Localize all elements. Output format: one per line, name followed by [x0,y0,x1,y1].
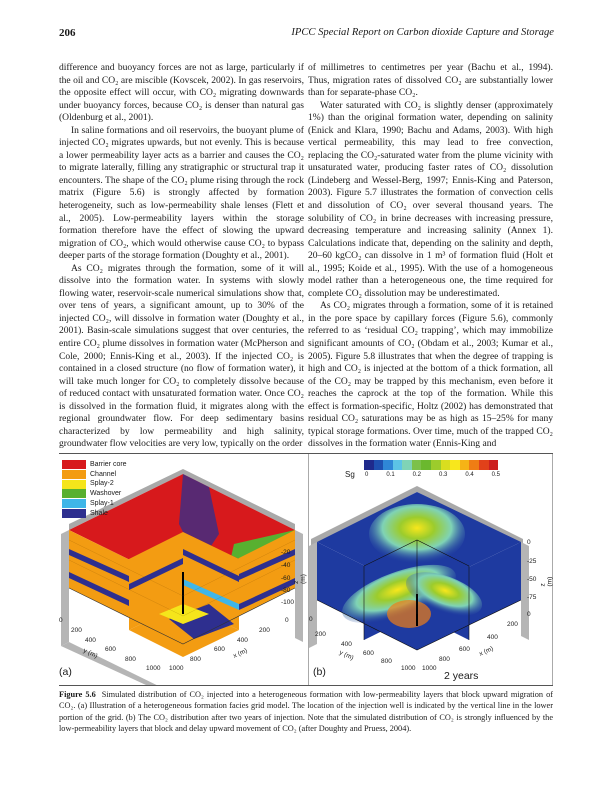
x-tick: 600 [214,646,225,653]
y-tick: 600 [105,646,116,653]
colorbar-tick: 0.3 [438,472,448,478]
legend-label: Shale [90,509,108,517]
x-tick: 1000 [422,665,437,672]
paragraph: Water saturated with CO₂ is slightly denser (approximately 1%) than the original formation water, depending on salinity (Enick and Klara, 1990; Bachu and Adams, 2003). With high vertical permeability, this may lead to free convection, replacing the CO₂-saturated water from the plume vicinity with unsaturated water, producing faster rates of CO₂ dissolution (Lindeberg and Wessel-Berg, 1997; Ennis-King and Paterson, 2003). Figure 5.7 illustrates the formation of convection cells and dissolution of CO₂ over several thousand years. The solubility of CO₂ in brine decreases with increasing pressure, decreasing temperature and increasing salinity (Annex 1). Calculations indicate that, depending on the salinity and depth, 20–60 kgCO₂ can dissolve in 1 m³ of formation fluid (Holt et al., 1995; Koide et al., 1995). With the use of a homogeneous model rather than a heterogeneous one, the time required for complete CO₂ dissolution may be underestimated. [308,99,553,299]
left-column [59,62,304,451]
running-title: IPCC Special Report on Carbon dioxide Capture and Storage [291,27,554,38]
z-axis-label: z (m) [292,574,307,584]
z-tick: -25 [527,558,537,565]
x-tick: 600 [459,646,470,653]
x-tick: 800 [439,656,450,663]
x-tick: 200 [259,627,270,634]
swatch-channel [62,470,86,479]
y-tick: 1000 [401,665,416,672]
z-tick: -100 [281,599,295,606]
panel-label-b: (b) [313,666,326,678]
z-tick: 0 [527,611,531,618]
legend-item [62,489,127,499]
x-tick: 800 [190,656,201,663]
y-tick: 800 [381,658,392,665]
swatch-shale [62,509,86,518]
paragraph: As CO₂ migrates through the formation, some of it will dissolve into the formation water. In systems with slowly flowing water, reservoir-scale numerical simulations show that, over tens of years, a significant amount, up to 30% of the injected CO₂, will dissolve in formation water (Doughty et al., 2001). Basin-scale simulations suggest that over centuries, the entire CO₂ plume dissolves in formation water (McPherson and Cole, 2000; Ennis-King et al., 2003). If the injected CO₂ is contained in a closed structure (no flow of formation water), it will take much longer for CO₂ to completely dissolve because of reduced contact with unsaturated formation water. Once CO₂ is dissolved in the formation fluid, it migrates along with the regional groundwater flow. For deep sedimentary basins characterized by low permeability and high salinity, groundwater flow velocities are very low, typically on the order [59,262,304,450]
legend-item [62,460,127,470]
paragraph: difference and buoyancy forces are not as large, particularly if the oil and CO₂ are miscible (Kovscek, 2002). In gas reservoirs, the opposite effect will occur, with CO₂ migrating downwards under buoyancy forces, because CO₂ is denser than natural gas (Oldenburg et al., 2001). [59,62,304,124]
colorbar-tick: 0.2 [412,472,421,478]
y-tick: 800 [125,656,136,663]
caption-text: Simulated distribution of CO₂ injected into a heterogeneous formation with low-permeability layers that block upward migration of CO₂. (a) Illustration of a heterogeneous formation facies grid model. The location of the injection well is indicated by the vertical line in the lower portion of the grid. (b) The CO₂ distribution after two years of injection. Note that the simulated distribution of CO₂ is strongly influenced by the low-permeability layers that block and delay upward movement of CO₂ (after Doughty and Pruess, 2004). [59,690,553,734]
colorbar-tick: 0.1 [386,472,395,478]
swatch-washover [62,489,86,498]
y-tick: 400 [341,641,352,648]
panel-a-facies-grid [59,454,307,685]
z-tick: -20 [281,549,291,556]
legend-item [62,499,127,509]
z-tick: -50 [527,576,537,583]
paragraph: As CO₂ migrates through a formation, some of it is retained in the pore space by capillary forces (Figure 5.6), commonly referred to as ‘residual CO₂ trapping’, which may immobilize significant amounts of CO₂ (Obdam et al., 2003; Kumar et al., 2005). Figure 5.8 illustrates that when the degree of trapping is high and CO₂ is injected at the bottom of a thick formation, all of the CO₂ may be trapped by this mechanism, even before it reaches the caprock at the top of the formation. While this effect is formation-specific, Holtz (2002) has demonstrated that residual CO₂ saturations may be as high as 15–25% for many typical storage formations. Over time, much of the trapped CO₂ dissolves in the formation water (Ennis-King and [308,300,553,450]
z-tick: -40 [281,562,291,569]
legend-item [62,509,127,519]
swatch-splay-1 [62,499,86,508]
legend-item [62,470,127,480]
y-tick: 200 [315,631,326,638]
colorbar-label: Sg [345,470,355,479]
x-axis-label: x (m) [478,645,495,658]
figure-caption [59,689,553,735]
caption-label: Figure 5.6 [59,690,96,699]
z-tick: -80 [281,587,291,594]
y-axis-label: y (m) [82,647,99,660]
legend-label: Channel [90,470,117,478]
y-axis-label: y (m) [338,649,355,662]
legend-label: Splay-1 [90,499,114,507]
y-tick: 1000 [146,665,161,672]
swatch-barrier-core [62,460,86,469]
legend-label: Washover [90,490,122,498]
x-axis-label: x (m) [232,647,249,660]
right-column [308,62,553,451]
z-axis-label: z (m) [539,576,554,587]
figure-5-6 [59,453,553,686]
colorbar-tick: 0 [365,472,369,478]
legend-label: Splay-2 [90,480,114,488]
x-tick: 200 [507,621,518,628]
y-tick: 600 [363,650,374,657]
y-tick: 400 [85,637,96,644]
y-tick: 0 [59,617,63,624]
swatch-splay-2 [62,480,86,489]
x-tick: 0 [285,617,289,624]
colorbar-tick: 0.5 [491,472,500,478]
z-tick: -75 [527,594,537,601]
legend-item [62,479,127,489]
x-tick: 1000 [169,665,184,672]
x-tick: 400 [237,637,248,644]
time-label: 2 years [444,670,479,682]
legend-label: Barrier core [90,461,127,468]
z-tick: 0 [527,539,531,546]
paragraph: In saline formations and oil reservoirs, the buoyant plume of injected CO₂ migrates upwards, but not evenly. This is because a lower permeability layer acts as a barrier and causes the CO₂ to migrate laterally, filling any stratigraphic or structural trap it encounters. The shape of the CO₂ plume rising through the rock matrix (Figure 5.6) is strongly affected by formation heterogeneity, such as low-permeability shale lenses (Flett et al., 2005). Low-permeability layers within the storage formation therefore have the effect of slowing the upward migration of CO₂, which would otherwise cause CO₂ to bypass deeper parts of the storage formation (Doughty et al., 2001). [59,124,304,262]
x-tick: 400 [487,634,498,641]
paragraph: of millimetres to centimetres per year (Bachu et al., 1994). Thus, migration rates of dissolved CO₂ are substantially lower than for separate-phase CO₂. [308,62,553,99]
y-tick: 200 [71,627,82,634]
panel-b-co2-saturation [308,454,553,685]
facies-legend [62,460,127,518]
page-number: 206 [59,27,76,39]
panel-label-a: (a) [59,666,72,678]
y-tick: 0 [309,616,313,623]
colorbar-tick: 0.4 [465,472,474,478]
z-tick: -60 [281,575,291,582]
